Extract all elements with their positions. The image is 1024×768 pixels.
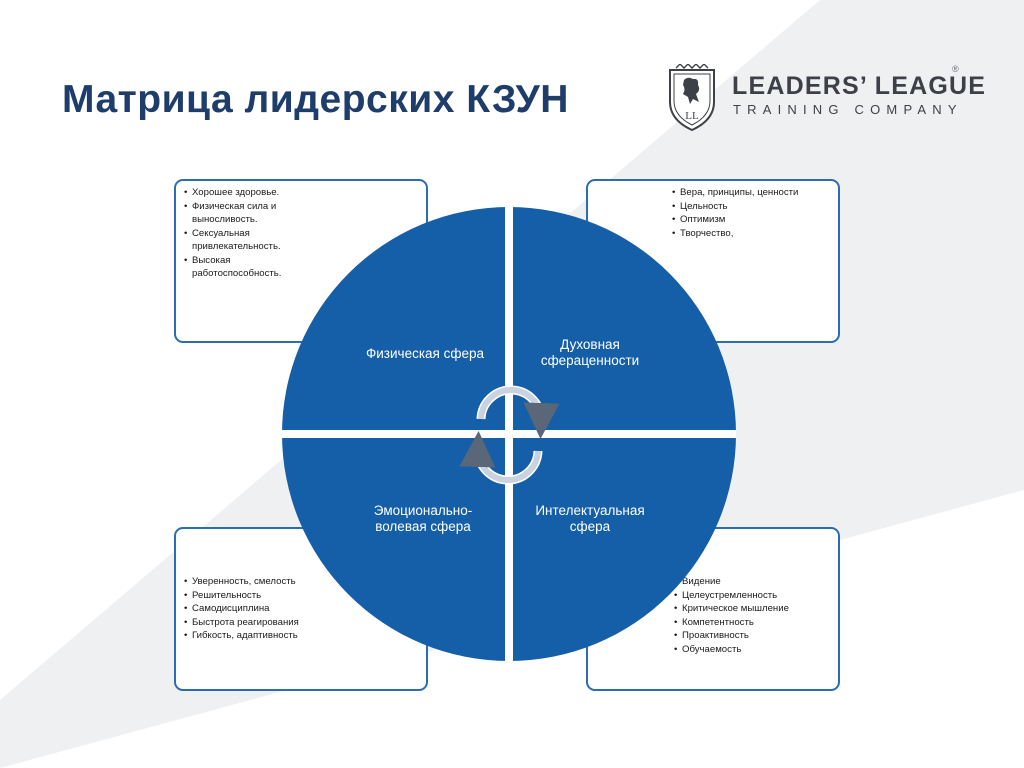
list-item: • Оптимизм (672, 213, 838, 227)
lion-crest-icon (666, 64, 718, 132)
intellectual-sphere-label: Интелектуальная сфера (535, 503, 645, 534)
list-item: • Быстрота реагирования (184, 616, 426, 630)
list-item: • Уверенность, смелость (184, 575, 426, 589)
quadrant-circle (282, 207, 736, 661)
list-item: • Хорошее здоровье. (184, 186, 426, 200)
logo-subtitle: TRAINING COMPANY (733, 102, 963, 117)
emotional-sphere-label: Эмоционально- волевая сфера (373, 503, 473, 534)
list-item: • Цельность (672, 200, 838, 214)
list-item: • Творчество, (672, 227, 838, 241)
list-item: • Самодисциплина (184, 602, 426, 616)
list-item: • Сексуальная привлекательность. (184, 227, 426, 254)
logo-registered-mark: ® (952, 64, 959, 74)
list-item: • Гибкость, адаптивность (184, 629, 426, 643)
list-item: • Высокая работоспособность. (184, 254, 426, 281)
company-logo (666, 64, 987, 134)
divider-horizontal (282, 430, 736, 438)
quadrant-emotional (282, 434, 509, 661)
list-item: • Целеустремленность (674, 589, 838, 603)
quadrant-physical (282, 207, 509, 434)
list-item: • Обучаемость (674, 643, 838, 657)
list-item: • Критическое мышление (674, 602, 838, 616)
list-item: • Компетентность (674, 616, 838, 630)
logo-monogram: LL (685, 110, 699, 122)
list-item: • Видение (674, 575, 838, 589)
list-item: • Проактивность (674, 629, 838, 643)
list-item: • Вера, принципы, ценности (672, 186, 838, 200)
page-title: Матрица лидерских КЗУН (62, 78, 569, 121)
spiritual-sphere-label: Духовная сфераценности (540, 337, 640, 368)
physical-sphere-label: Физическая сфера (366, 346, 484, 361)
list-item: • Физическая сила и выносливость. (184, 200, 426, 227)
list-item: • Решительность (184, 589, 426, 603)
quadrant-spiritual (509, 207, 736, 434)
quadrant-intellectual (509, 434, 736, 661)
logo-name: LEADERS’ LEAGUE (732, 72, 987, 100)
